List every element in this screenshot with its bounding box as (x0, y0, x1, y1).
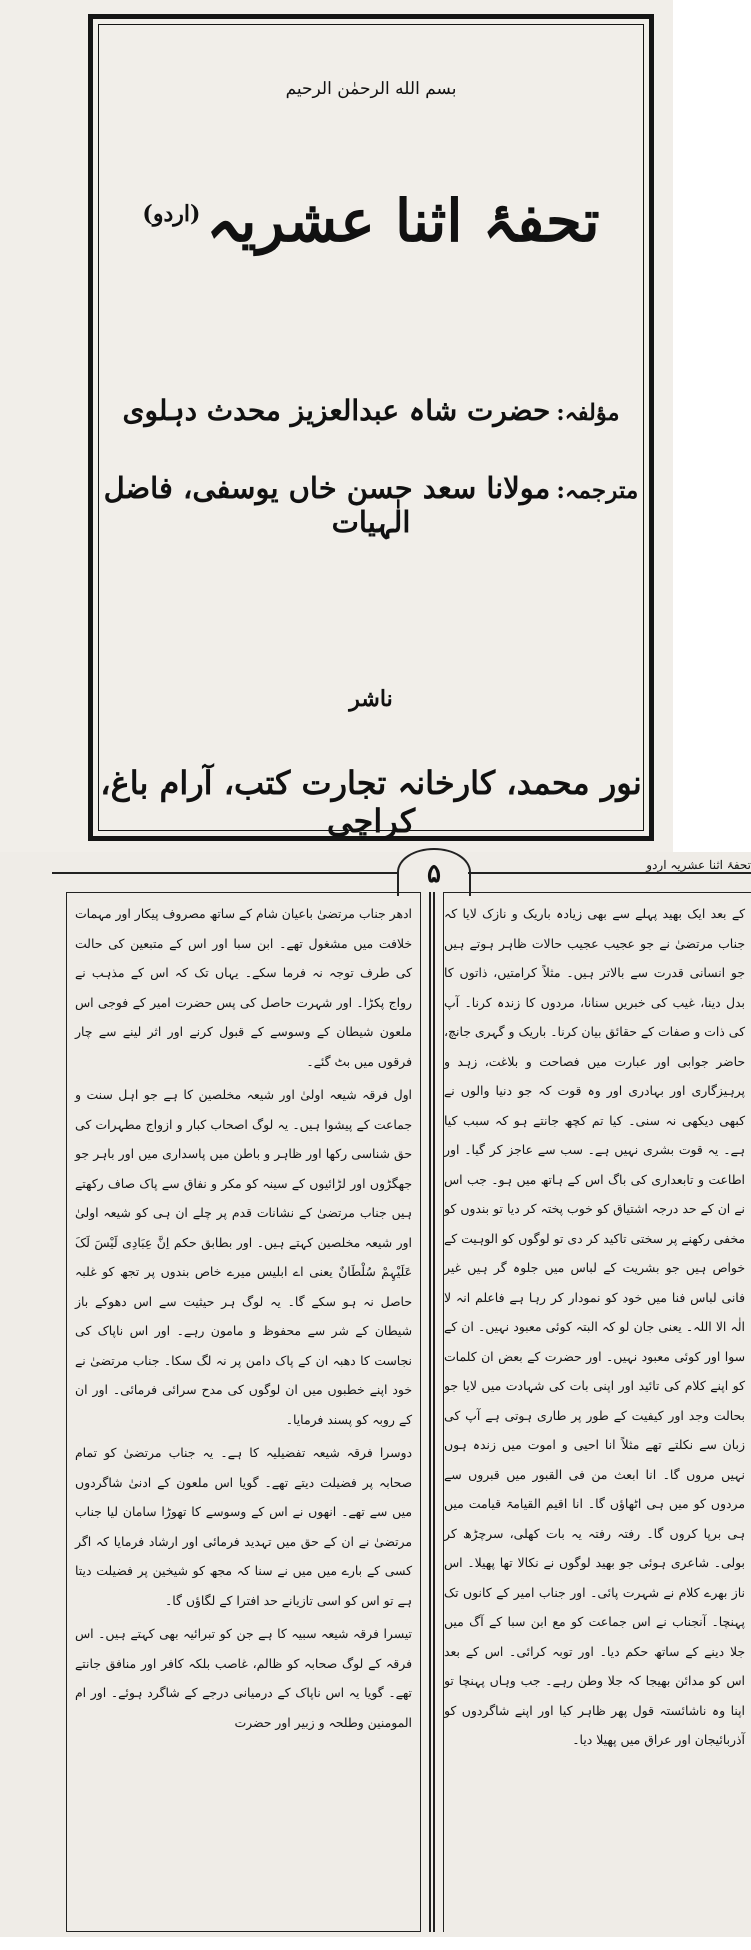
text-page-scan (0, 852, 751, 1950)
author-line (93, 394, 649, 427)
publisher-label: ناشر (349, 686, 393, 712)
publisher-name: نور محمد، کارخانہ تجارت کتب، آرام باغ، کراچی (100, 764, 642, 840)
text-column-right (443, 892, 751, 1932)
translator-line (101, 471, 641, 539)
book-title-language: (اردو) (142, 200, 201, 227)
book-title (93, 187, 649, 255)
paragraph: کے بعد ایک بھید پہلے سے بھی زیادہ باریک و نازک لایا کہ جناب مرتضیٰ نے جو عجیب عجیب حالات ظاہر ہوتے ہیں جو انسانی قدرت سے بالاتر ہیں۔ مثلاً کرامتیں، ذاتوں کا بدل دینا، غیب کی خبریں سنانا، مردوں کا زندہ کرنا۔ آپ کی ذات و صفات کے حقائق بیان کرنا۔ باریک و گہری جانچ، حاضر جوابی اور عبارت میں فصاحت و بلاغت، زہد و پرہیزگاری اور بہادری اور وہ قوت کہ جو دنیا والوں نے کبھی دیکھی نہ سنی۔ کیا تم کچھ جانتے ہو کہ سبب کیا ہے۔ یہ قوت بشری نہیں ہے۔ سب سے عاجز کر گیا۔ اور اطاعت و تابعداری کی باگ اس کے ہاتھ میں ہو۔ جب اس نے ان کے حد درجہ اشتیاق کو خوب پختہ کر دیا تو بندوں کو مخفی رکھنے پر سختی تاکید کر دی تو لوگوں کو الوہیت کے خواص ہیں جو بشریت کے لباس میں جلوہ گر ہیں غیر فانی لباس فنا میں خود کو نمودار کر رہا ہے فاعلم انہ لا الٰہ الا اللہ۔ یعنی جان لو کہ البتہ کوئی معبود نہیں۔ ان کے سوا اور کوئی معبود نہیں۔ اور حضرت کے بعض ان کلمات کو اپنے کلام کی تائید اور اپنی بات کی شہادت میں لایا جو بحالت وجد اور کیفیت کے طور پر طاری ہوتی ہے آپ کی زبان سے نکلتے تھے مثلاً انا احیی و اموت میں زندہ ہوں نہیں مروں گا۔ انا ابعث من فی القبور میں قبروں سے مردوں کو میں ہی اٹھاؤں گا۔ انا اقیم القیامۃ قیامت میں ہی برپا کروں گا۔ رفتہ رفتہ یہ بات کھلی، سرچڑھ کر بولی۔ شاعری ہوئی جو بھید لوگوں نے نکالا تھا پھیلا۔ اس ناز بھرے کلام نے شہرت پائی۔ اور جناب امیر کے کانوں تک پہنچا۔ آنجناب نے اس جماعت کو مع ابن سبا کے آگ میں جلا دینے کے ساتھ حکم دیا۔ اور توبہ کرائی۔ اس کے بعد اس کو مدائن بھیجا کہ جلا وطن رہے۔ جب وہاں پہنچا تو اپنا وہ ناشائستہ قول پھر ظاہر کیا اور اپنے شاگردوں کو آذربائیجان اور عراق میں پھیلا دیا۔ (444, 906, 745, 1747)
translator-label: مترجمہ: (556, 477, 639, 504)
page-number: ۵ (397, 848, 471, 896)
paragraph: اول فرقہ شیعہ اولیٰ اور شیعہ مخلصین کا ہے جو اہل سنت و جماعت کے پیشوا ہیں۔ یہ لوگ اصحاب کبار و ازواج مطہرات کی حق شناسی رکھا اور ظاہر و باطن میں پاسداری میں اور باہر جو جھگڑوں اور لڑائیوں کے سینہ کو مکر و نفاق سے پاک صاف رکھتے ہیں جناب مرتضیٰ کے نشانات قدم پر چلے ان ہی کو شیعہ اولیٰ اور شیعہ مخلصین کہتے ہیں۔ اور بطابق حکم اِنَّ عِبَادِی لَیْسَ لَکَ عَلَیْہِمْ سُلْطَانٌ یعنی اے ابلیس میرے خاص بندوں پر تجھ کو غلبہ حاصل نہ ہو سکے گا۔ یہ لوگ ہر حیثیت سے اس دھوکے باز شیطان کے شر سے محفوظ و مامون رہے۔ اور اس ناپاک کی نجاست کا دھبہ ان کے پاک دامن پر نہ لگ سکا۔ جناب مرتضیٰ نے خود اپنے خطبوں میں ان لوگوں کی مدح سرائی فرمائی۔ اور ان کے روبہ کو پسند فرمایا۔ (75, 1087, 412, 1427)
author-label: مؤلفہ: (556, 400, 620, 426)
title-page-scan (0, 0, 673, 852)
column-divider (433, 892, 435, 1932)
bismillah: بسم الله الرحمٰن الرحیم (285, 79, 457, 99)
paragraph: تیسرا فرقہ شیعہ سبیہ کا ہے جن کو تبرائیہ بھی کہتے ہیں۔ اس فرقہ کے لوگ صحابہ کو ظالم، غاصب بلکہ کافر اور منافق جانتے تھے۔ گویا یہ اس ناپاک کے درمیانی درجے کے شاگرد ہوئے۔ اور ام المومنین وطلحہ و زبیر اور حضرت (75, 1626, 412, 1730)
title-page-border (88, 14, 654, 841)
book-title-text: تحفۂ اثنا عشریہ (206, 187, 600, 255)
translator-name: مولانا سعد حسن خاں یوسفی، فاضل الٰہیات (103, 471, 551, 539)
author-name: حضرت شاہ عبدالعزیز محدث دہلوی (122, 394, 551, 427)
header-rule (52, 872, 397, 874)
paragraph: ادھر جناب مرتضیٰ باعیان شام کے ساتھ مصروف پیکار اور مہمات خلافت میں مشغول تھے۔ ابن سبا اور اس کے متبعین کی حالت کی طرف توجہ نہ فرما سکے۔ یہاں تک کہ اس کے مذہب نے رواج پکڑا۔ اور شہرت حاصل کی پس حضرت امیر کے فوجی اس ملعون شیطان کے وسوسے کے قبول کرنے اور اثر لینے سے چار فرقوں میں بٹ گئے۔ (75, 906, 412, 1069)
running-head: تحفۂ اثنا عشریہ اردو (646, 858, 751, 872)
page-bottom-margin (0, 1937, 751, 1950)
paragraph: دوسرا فرقہ شیعہ تفضیلیہ کا ہے۔ یہ جناب مرتضیٰ کو تمام صحابہ پر فضیلت دیتے تھے۔ گویا اس ملعون کے ادنیٰ شاگردوں میں سے تھے۔ انھوں نے اس کے وسوسے کا تھوڑا سامان لیا جناب مرتضیٰ نے ان کے حق میں تہدید فرمائی اور ارشاد فرمایا کہ اگر کسی کے بارے میں میں نے سنا کہ مجھ کو شیخین پر فضیلت دیتا ہے تو اس کو اسی تازیانے حد افترا کے لگاؤں گا۔ (75, 1445, 412, 1608)
column-divider (429, 892, 431, 1932)
text-column-left (66, 892, 421, 1932)
